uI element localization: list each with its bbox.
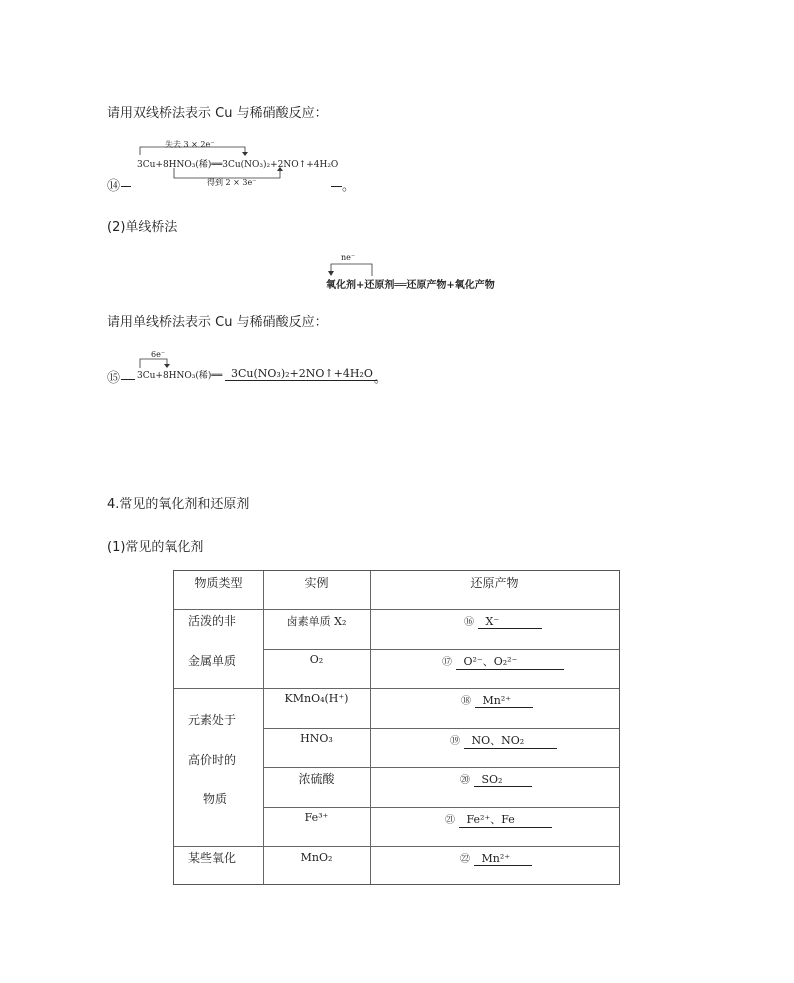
table-hline-row5 <box>263 807 619 808</box>
answer-22-text: Mn²⁺ <box>474 852 532 866</box>
blank-14-end: 。 <box>342 179 356 194</box>
answer-21-text: Fe²⁺、Fe <box>459 811 552 828</box>
answer-17-number: ⑰ <box>442 657 452 668</box>
blank-14-number: ⑭ <box>107 179 121 194</box>
table-header-product: 还原产物 <box>470 576 519 590</box>
table-hline-group2 <box>174 846 619 847</box>
answer-16 <box>464 613 542 629</box>
double-bridge-top-label: 失去 3 × 2e⁻ <box>165 140 215 149</box>
category-high-valence-line1: 元素处于 <box>188 713 237 727</box>
category-nonmetal-line1: 活泼的非 <box>188 614 237 628</box>
example-halogen: 卤素单质 X₂ <box>286 615 347 628</box>
double-bridge-equation: 3Cu+8HNO₃(稀)══3Cu(NO₃)₂+2NO↑+4H₂O <box>137 160 339 170</box>
answer-16-number: ⑯ <box>464 617 474 628</box>
table-hline-row1 <box>263 649 619 650</box>
heading-single-bridge: (2)单线桥法 <box>107 220 178 235</box>
single-bridge-label: 6e⁻ <box>151 350 166 359</box>
category-nonmetal-line2: 金属单质 <box>188 654 237 668</box>
answer-19 <box>450 732 557 749</box>
single-bridge-equation-left: 3Cu+8HNO₃(稀)══ <box>137 371 223 381</box>
answer-17-text: O²⁻、O₂²⁻ <box>456 653 564 670</box>
table-header-example: 实例 <box>304 576 329 590</box>
category-oxides: 某些氧化 <box>188 851 237 865</box>
blank-15-number: ⑮ <box>107 371 121 386</box>
answer-20 <box>460 771 532 787</box>
answer-22-number: ㉒ <box>460 854 470 865</box>
blank-15-answer-text: 3Cu(NO₃)₂+2NO↑+4H₂O <box>225 367 377 381</box>
single-bridge-scheme-equation: 氧化剂+还原剂══还原产物+氧化产物 <box>326 280 495 291</box>
answer-20-number: ⑳ <box>460 775 470 786</box>
answer-22 <box>460 850 532 866</box>
answer-18-text: Mn²⁺ <box>475 694 533 708</box>
example-kmno4: KMnO₄(H⁺) <box>284 692 349 705</box>
answer-19-number: ⑲ <box>450 736 460 747</box>
example-fe3: Fe³⁺ <box>304 811 329 824</box>
example-conc-sulfuric: 浓硫酸 <box>298 772 335 786</box>
oxidant-table <box>173 570 620 885</box>
blank-14-underline-left <box>121 186 131 187</box>
answer-19-text: NO、NO₂ <box>464 732 557 749</box>
blank-15-answer <box>225 367 377 381</box>
single-bridge-scheme-label: ne⁻ <box>341 253 356 262</box>
paragraph-double-bridge-prompt: 请用双线桥法表示 Cu 与稀硝酸反应： <box>107 106 328 121</box>
answer-21 <box>445 811 552 828</box>
blank-15-underline-left <box>121 379 135 380</box>
table-header-type: 物质类型 <box>194 576 243 590</box>
subheading-oxidants: (1)常见的氧化剂 <box>107 540 204 555</box>
table-hline-row3 <box>263 728 619 729</box>
answer-21-number: ㉑ <box>445 815 455 826</box>
example-oxygen: O₂ <box>309 653 324 666</box>
example-mno2: MnO₂ <box>300 851 333 864</box>
blank-14-underline-right <box>331 186 342 187</box>
answer-18-number: ⑱ <box>461 696 471 707</box>
double-bridge-bottom-label: 得到 2 × 3e⁻ <box>207 178 257 187</box>
example-hno3: HNO₃ <box>300 732 333 745</box>
paragraph-single-bridge-prompt: 请用单线桥法表示 Cu 与稀硝酸反应： <box>107 315 328 330</box>
table-hline-row4 <box>263 767 619 768</box>
answer-17 <box>442 653 564 670</box>
answer-16-text: X⁻ <box>478 615 542 629</box>
category-high-valence-line3: 物质 <box>203 792 228 806</box>
answer-18 <box>461 692 533 708</box>
answer-20-text: SO₂ <box>474 773 532 787</box>
blank-15-end: 。 <box>374 371 388 386</box>
table-hline-header <box>174 609 619 610</box>
category-high-valence-line2: 高价时的 <box>188 753 237 767</box>
table-hline-group1 <box>174 688 619 689</box>
section-4-heading: 4.常见的氧化剂和还原剂 <box>107 497 250 512</box>
